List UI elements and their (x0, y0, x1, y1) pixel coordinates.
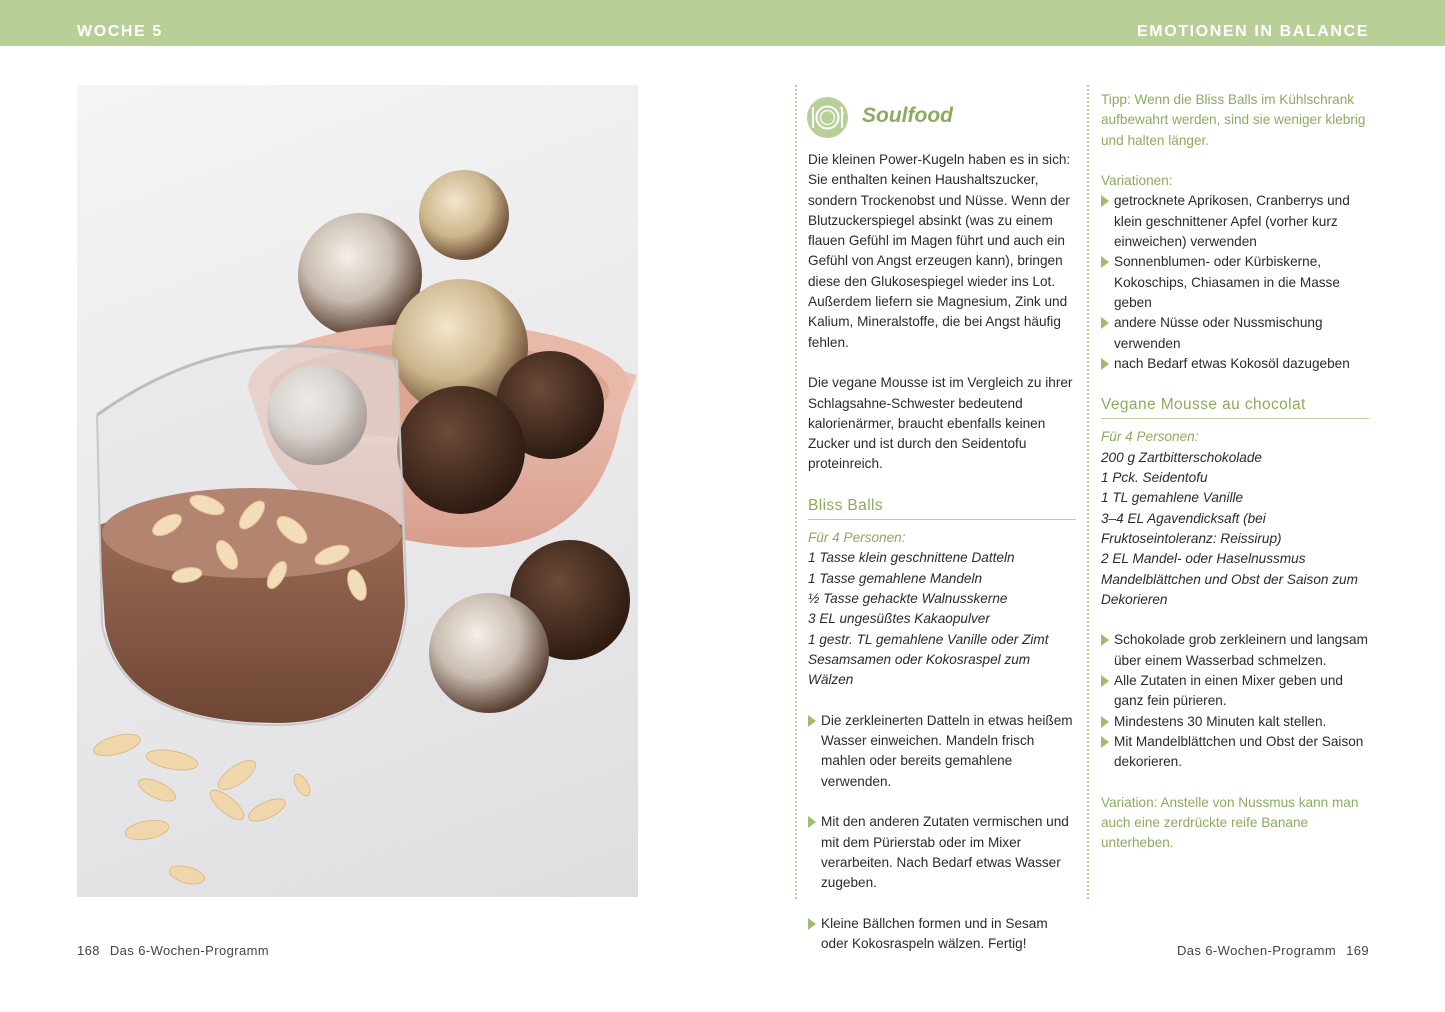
variation-item: getrocknete Aprikosen, Cranberrys und klein geschnittener Apfel (vorher kurz einweichen) verwenden (1101, 191, 1369, 252)
soulfood-paragraph: Die vegane Mousse ist im Vergleich zu ihrer Schlagsahne-Schwester bedeutend kalorienärmer, braucht ebenfalls keinen Zucker und ist durch den Seidentofu proteinreich. (808, 375, 1073, 472)
recipe-step: Alle Zutaten in einen Mixer geben und ganz fein pürieren. (1101, 671, 1369, 712)
variations-label: Variationen: (1101, 173, 1173, 189)
variation-item: nach Bedarf etwas Kokosöl dazugeben (1101, 354, 1369, 374)
text-column-2 (1101, 90, 1369, 854)
ingredient: 1 gestr. TL gemahlene Vanille oder Zimt (808, 631, 1049, 647)
page-number-left: 168 (77, 943, 100, 958)
servings: Für 4 Personen: (808, 530, 906, 546)
variation-item: andere Nüsse oder Nussmischung verwenden (1101, 313, 1369, 354)
food-photo (77, 85, 638, 897)
column-divider-right (1087, 85, 1089, 899)
ingredient: ½ Tasse gehackte Walnusskerne (808, 590, 1008, 606)
recipe-step: Kleine Bällchen formen und in Sesam oder Kokosraspeln wälzen. Fertig! (808, 914, 1076, 955)
recipe-step: Mindestens 30 Minuten kalt stellen. (1101, 712, 1369, 732)
page-number-right: 169 (1346, 943, 1369, 958)
ingredient: 3–4 EL Agavendicksaft (bei Fruktoseintoleranz: Reissirup) (1101, 510, 1282, 546)
ingredient: 1 Tasse klein geschnittene Datteln (808, 550, 1015, 566)
plate-cutlery-icon (807, 97, 848, 138)
running-title-right: Das 6-Wochen-Programm (1176, 943, 1337, 958)
ingredient: 1 TL gemahlene Vanille (1101, 490, 1244, 506)
ingredient: Mandelblättchen und Obst der Saison zum Dekorieren (1101, 571, 1358, 607)
running-title-left: Das 6-Wochen-Programm (109, 943, 270, 958)
recipe-step: Die zerkleinerten Datteln in etwas heißem Wasser einweichen. Mandeln frisch mahlen oder bereits gemahlene verwenden. (808, 711, 1076, 792)
ingredient: 3 EL ungesüßtes Kakaopulver (808, 611, 990, 627)
recipe-step: Mit den anderen Zutaten vermischen und mit dem Pürierstab oder im Mixer verarbeiten. Nach Bedarf etwas Wasser zugeben. (808, 812, 1076, 893)
ingredient: 2 EL Mandel- oder Haselnussmus (1101, 551, 1306, 567)
ingredient: 200 g Zartbitterschokolade (1101, 449, 1262, 465)
recipe-title-bliss-balls: Bliss Balls (808, 495, 1076, 520)
chapter-label: WOCHE 5 (77, 23, 163, 40)
recipe-title-mousse: Vegane Mousse au chocolat (1101, 394, 1369, 419)
column-divider-left (795, 85, 797, 899)
soulfood-title: Soulfood (862, 104, 953, 127)
servings: Für 4 Personen: (1101, 429, 1199, 445)
tip: Tipp: Wenn die Bliss Balls im Kühlschrank aufbewahrt werden, sind sie weniger klebrig und halten länger. (1101, 92, 1366, 148)
variation-item: Sonnenblumen- oder Kürbiskerne, Kokoschips, Chiasamen in die Masse geben (1101, 252, 1369, 313)
soulfood-paragraph: Die kleinen Power-Kugeln haben es in sich: Sie enthalten keinen Haushaltszucker, sondern Trockenobst und Nüsse. Wenn der Blutzuckerspiegel absinkt (was zu einem flauen Gefühl im Magen führt und auch ein Gefühl von Angst erzeugen kann), bringen diese den Glukosespiegel wieder ins Lot. Außerdem liefern sie Magnesium, Zink und Kalium, Mineralstoffe, die bei Angst häufig fehlen. (808, 152, 1071, 350)
variation-note: Variation: Anstelle von Nussmus kann man auch eine zerdrückte reife Banane unterheben. (1101, 794, 1359, 851)
recipe-step: Mit Mandelblättchen und Obst der Saison dekorieren. (1101, 732, 1369, 773)
ingredient: 1 Tasse gemahlene Mandeln (808, 570, 983, 586)
ingredient: Sesamsamen oder Kokosraspel zum Wälzen (808, 651, 1031, 688)
footer-right (1167, 943, 1369, 958)
recipe-step: Schokolade grob zerkleinern und langsam über einem Wasserbad schmelzen. (1101, 630, 1369, 671)
footer-left (77, 943, 279, 958)
text-column-1 (808, 150, 1076, 954)
ingredient: 1 Pck. Seidentofu (1101, 470, 1208, 486)
chapter-title: EMOTIONEN IN BALANCE (1137, 23, 1369, 40)
bliss-balls-mousse-illustration (77, 85, 638, 897)
